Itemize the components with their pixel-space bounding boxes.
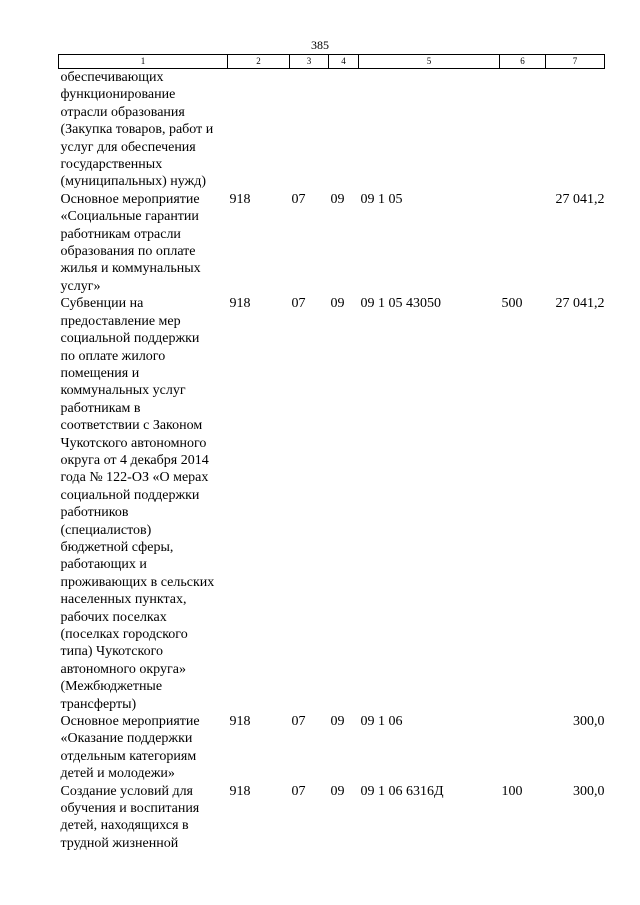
item-name-line: трансферты)	[60, 696, 137, 712]
item-name-line: Создание условий для	[60, 783, 193, 799]
item-name-line: соответствии с Законом	[60, 418, 203, 434]
item-name-line: Основное мероприятие	[60, 191, 200, 207]
item-name-line: года № 122-ОЗ «О мерах	[60, 470, 209, 486]
section-cell: 07	[291, 296, 306, 312]
table-row	[59, 69, 605, 191]
item-name-line: коммунальных услуг	[60, 383, 186, 399]
item-name-line: автономного округа»	[60, 661, 186, 677]
subsection-cell: 09	[330, 191, 345, 207]
item-name-line: жилья и коммунальных	[60, 261, 201, 277]
table-row	[59, 295, 605, 713]
item-name-line: населенных пунктах,	[60, 592, 187, 608]
item-name-line: рабочих поселках	[60, 609, 167, 625]
target-article-cell: 09 1 05 43050	[360, 296, 441, 312]
item-name-line: Чукотского автономного	[60, 435, 207, 451]
item-name-line: (Межбюджетные	[60, 679, 163, 695]
item-name-line: обеспечивающих	[60, 70, 164, 85]
grbs-cell: 918	[229, 296, 251, 312]
item-name-line: услуг для обеспечения	[60, 139, 196, 155]
item-name-line: «Социальные гарантии	[60, 209, 199, 225]
table-row	[59, 713, 605, 783]
subsection-cell: 09	[330, 296, 345, 312]
item-name-cell	[59, 783, 228, 853]
expense-type-cell	[500, 69, 546, 191]
column-header-2: 2	[228, 55, 290, 69]
column-header-6: 6	[500, 55, 546, 69]
item-name-line: Субвенции на	[60, 296, 144, 312]
budget-table	[58, 54, 605, 852]
item-name-line: функционирование	[60, 87, 176, 103]
amount-cell	[546, 69, 605, 191]
item-name-line: (специалистов)	[60, 522, 152, 538]
item-name-line: услуг»	[60, 278, 101, 294]
table-row	[59, 191, 605, 295]
section-cell	[290, 69, 329, 191]
subsection-cell: 09	[330, 714, 345, 730]
table-row	[59, 783, 605, 853]
item-name-line: (Закупка товаров, работ и	[60, 122, 214, 138]
item-name-line: помещения и	[60, 365, 140, 381]
section-cell: 07	[291, 783, 306, 799]
item-name-line: социальной поддержки	[60, 487, 200, 503]
section-cell: 07	[291, 714, 306, 730]
item-name-line: работникам в	[60, 400, 141, 416]
column-header-4: 4	[329, 55, 359, 69]
column-header-7: 7	[546, 55, 605, 69]
item-name-line: обучения и воспитания	[60, 801, 200, 817]
item-name-line: Основное мероприятие	[60, 714, 200, 730]
item-name-line: округа от 4 декабря 2014	[60, 452, 209, 468]
page-number: 385	[311, 38, 329, 52]
target-article-cell: 09 1 06 6316Д	[360, 783, 444, 799]
grbs-cell	[228, 69, 290, 191]
item-name-cell	[59, 69, 228, 191]
item-name-line: типа) Чукотского	[60, 644, 163, 660]
item-name-line: по оплате жилого	[60, 348, 166, 364]
grbs-cell: 918	[229, 714, 251, 730]
item-name-cell	[59, 295, 228, 713]
subsection-cell: 09	[330, 783, 345, 799]
amount-cell: 27 041,2	[555, 296, 605, 312]
item-name-line: детей и молодежи»	[60, 766, 175, 782]
item-name-line: (поселках городского	[60, 627, 188, 642]
item-name-cell	[59, 713, 228, 783]
target-article-cell: 09 1 05	[360, 191, 403, 207]
grbs-cell: 918	[229, 191, 251, 207]
target-article-cell	[359, 69, 500, 191]
column-header-1: 1	[59, 55, 228, 69]
item-name-line: работникам отрасли	[60, 226, 181, 242]
item-name-line: работающих и	[60, 557, 147, 573]
grbs-cell: 918	[229, 783, 251, 799]
column-header-3: 3	[290, 55, 329, 69]
expense-type-cell	[500, 713, 546, 783]
item-name-line: государственных	[60, 157, 163, 173]
item-name-line: (муниципальных) нужд)	[60, 174, 207, 190]
target-article-cell: 09 1 06	[360, 714, 403, 730]
item-name-line: предоставление мер	[60, 313, 181, 329]
item-name-line: «Оказание поддержки	[60, 731, 193, 747]
column-header-5: 5	[359, 55, 500, 69]
section-cell: 07	[291, 191, 306, 207]
item-name-line: работников	[60, 505, 129, 521]
column-number-header-row	[59, 55, 605, 69]
item-name-line: детей, находящихся в	[60, 818, 189, 834]
item-name-line: трудной жизненной	[60, 835, 179, 851]
item-name-line: отдельным категориям	[60, 748, 197, 764]
table-body	[59, 69, 605, 853]
item-name-line: отрасли образования	[60, 104, 185, 120]
item-name-line: социальной поддержки	[60, 331, 200, 347]
expense-type-cell: 500	[501, 296, 523, 312]
item-name-line: образования по оплате	[60, 244, 196, 260]
amount-cell: 300,0	[573, 714, 605, 730]
subsection-cell	[329, 69, 359, 191]
item-name-line: бюджетной сферы,	[60, 539, 174, 555]
item-name-cell	[59, 191, 228, 295]
item-name-line: проживающих в сельских	[60, 574, 215, 590]
amount-cell: 27 041,2	[555, 191, 605, 207]
expense-type-cell	[500, 191, 546, 295]
expense-type-cell: 100	[501, 783, 523, 799]
amount-cell: 300,0	[573, 783, 605, 799]
